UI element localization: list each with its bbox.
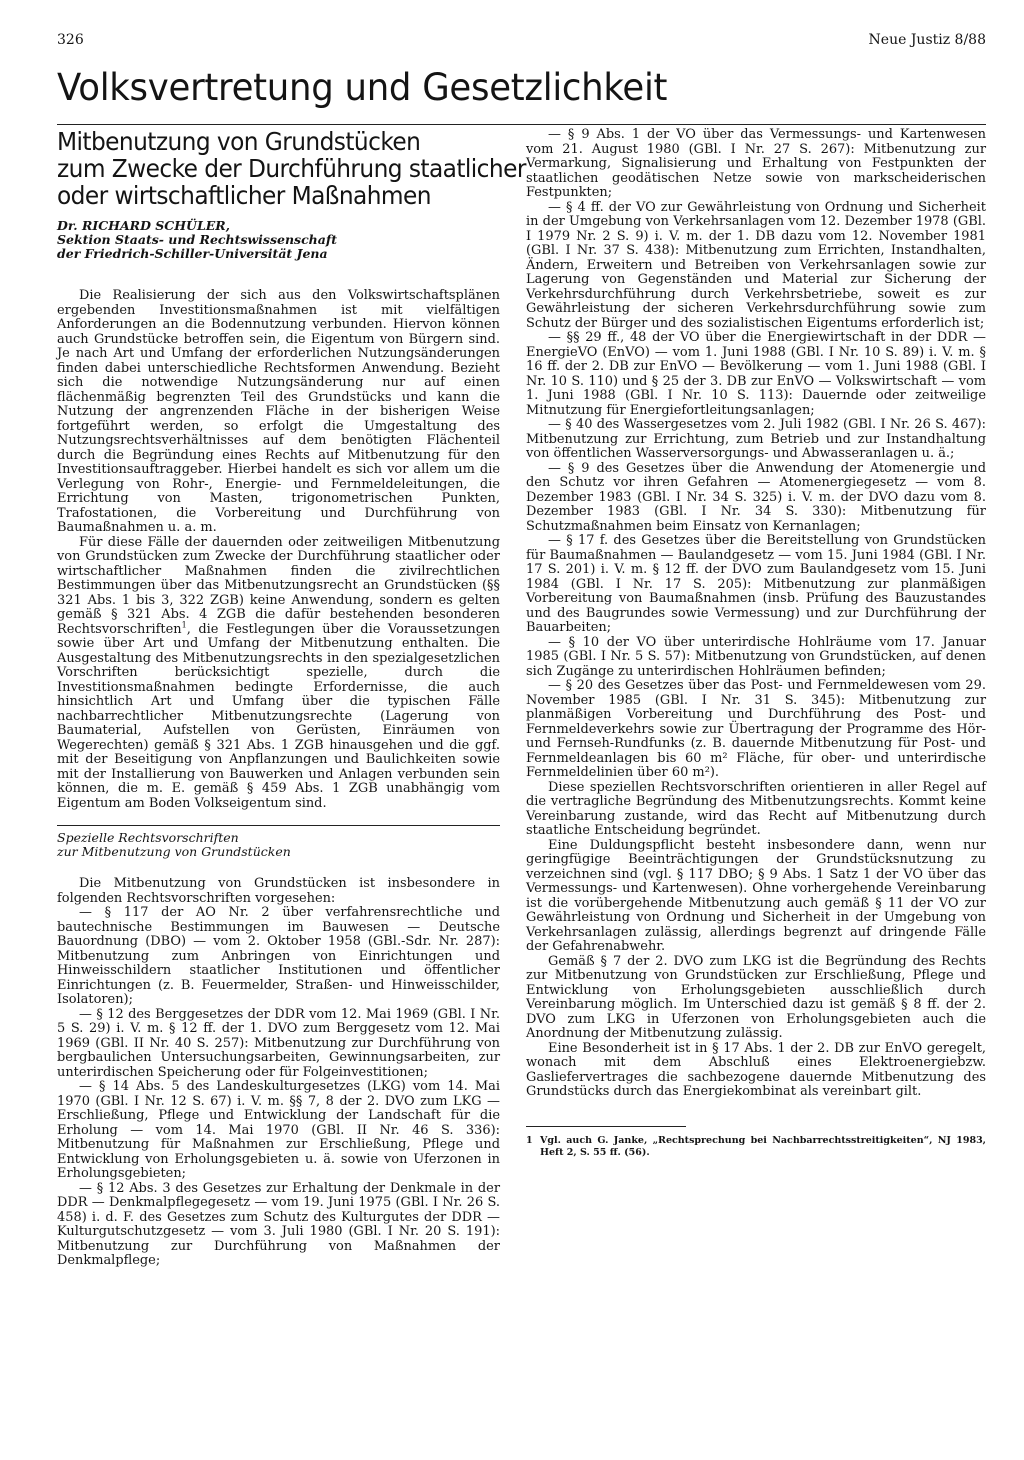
list-item: — § 117 der AO Nr. 2 über verfahrensrechtliche und bautechnische Bestimmungen im Bauwesen — Deutsche Bauordnung (DBO) — vom 2. Oktober 1958 (GBl.-Sdr. Nr. 287): Mitbenutzung zum Anbringen von Einrichtungen und Hinweisschildern staatlicher Institutionen und öffentlicher Einrichtungen (z. B. Feuermelder, Straßen- und Hinweisschilder, Isolatoren); <box>57 905 500 1007</box>
list-item: — § 17 f. des Gesetzes über die Bereitstellung von Grundstücken für Baumaßnahmen — Baulandgesetz — vom 15. Juni 1984 (GBl. I Nr. 17 S. 201) i. V. m. § 12 ff. der DVO zum Baulandgesetz vom 15. Juni 1984 (GBl. I Nr. 17 S. 205): Mitbenutzung zur planmäßigen Vorbereitung von Baumaßnahmen (insb. Prüfung des Bauzustandes und des Baugrundes sowie Vermessung) und zur Durchführung der Bauarbeiten; <box>526 533 986 635</box>
list-item: — § 20 des Gesetzes über das Post- und Fernmeldewesen vom 29. November 1985 (GBl. I Nr. 31 S. 345): Mitbenutzung zur planmäßigen Vorbereitung und Durchführung des Post- und Fernmeldeverkehrs sowie zur Übertragung der Programme des Hör- und Fernseh-Rundfunks (z. B. dauernde Mitbenutzung für Post- und Fernmeldeanlagen bis 60 m² Fläche, für ober- und unterirdische Fernmeldelinien über 60 m²). <box>526 678 986 780</box>
page-header <box>57 32 986 52</box>
subheading-rule <box>57 825 500 826</box>
list-item: — § 9 des Gesetzes über die Anwendung der Atomenergie und den Schutz vor ihren Gefahren — Atomenergiegesetz — vom 8. Dezember 1983 (GBl. I Nr. 34 S. 325) i. V. m. der DVO dazu vom 8. Dezember 1983 (GBl. I Nr. 34 S. 330): Mitbenutzung für Schutzmaßnahmen beim Einsatz von Kernanlagen; <box>526 460 986 534</box>
right-column <box>526 128 986 1159</box>
list-item: — § 12 Abs. 3 des Gesetzes zur Erhaltung der Denkmale in der DDR — Denkmalpflegegesetz — vom 19. Juni 1975 (GBl. I Nr. 26 S. 458) i. d. F. des Gesetzes zum Schutz des Kulturgutes der DDR — Kulturgutschutzgesetz — vom 3. Juli 1980 (GBl. I Nr. 20 S. 191): Mitbenutzung zur Durchführung von Maßnahmen der Denkmalpflege; <box>57 1180 500 1268</box>
list-item: — § 40 des Wassergesetzes vom 2. Juli 1982 (GBl. I Nr. 26 S. 467): Mitbenutzung zur Errichtung, zum Betrieb und zur Instandhaltung von öffentlichen Wasserversorgungs- und Abwasseranlagen u. ä.; <box>526 417 986 461</box>
footnote-number: 1 <box>526 1134 533 1146</box>
body-paragraph: Eine Besonderheit ist in § 17 Abs. 1 der 2. DB zur EnVO geregelt, wonach mit dem Abschluß eines Elektroenergiebzw. Gasliefervertrages die sachbezogene dauernde Mitbenutzung des Grundstücks durch das Energiekombinat als vereinbart gilt. <box>526 1040 986 1099</box>
article-title-line: Mitbenutzung von Grundstücken <box>57 127 421 156</box>
list-item: — § 4 ff. der VO zur Gewährleistung von Ordnung und Sicherheit in der Umgebung von Verkehrsanlagen vom 12. Dezember 1978 (GBl. I 1979 Nr. 2 S. 9) i. V. m. der 1. DB dazu vom 12. November 1981 (GBl. I Nr. 37 S. 438): Mitbenutzung zum Errichten, Instandhalten, Ändern, Erweitern und Betreiben von Verkehrsanlagen sowie zur Lagerung von Gegenständen und Material zur Sicherung der Verkehrsdurchführung durch Verkehrsbetriebe, soweit es zur Gewährleistung der sicheren Verkehrsdurchführung sowie zum Schutz der Bürger und des sozialistischen Eigentums erforderlich ist; <box>526 199 986 331</box>
article-title-line: oder wirtschaftlicher Maßnahmen <box>57 181 431 210</box>
body-paragraph: Die Mitbenutzung von Grundstücken ist insbesondere in folgenden Rechtsvorschriften vorgesehen: <box>57 876 500 906</box>
body-paragraph: Diese speziellen Rechtsvorschriften orientieren in aller Regel auf die vertragliche Begründung des Mitbenutzungsrechts. Kommt keine Vereinbarung zustande, wird das Recht auf Mitbenutzung durch staatliche Entscheidung begründet. <box>526 779 986 838</box>
body-paragraph: Eine Duldungspflicht besteht insbesondere dann, wenn nur geringfügige Beeinträchtigungen der Grundstücksnutzung zu verzeichnen sind (vgl. § 117 DBO; § 9 Abs. 1 Satz 1 der VO über das Vermessungs- und Kartenwesen). Ohne vorhergehende Vereinbarung ist die vorübergehende Mitbenutzung auch gemäß § 11 der VO zur Gewährleistung von Ordnung und Sicherheit in der Umgebung von Verkehrsanlagen zulässig, allerdings begrenzt auf dringende Fälle der Gefahrenabwehr. <box>526 837 986 954</box>
section-title: Volksvertretung und Gesetzlichkeit <box>57 66 668 109</box>
footnote-rule <box>526 1126 686 1127</box>
paragraph-text: Für diese Fälle der dauernden oder zeitweiligen Mitbenutzung von Grundstücken zum Zwecke der Durchführung staatlicher oder wirtschaftlicher Maßnahmen finden die zivilrechtlichen Bestimmungen über das Mitbenutzungsrecht an Grundstücken (§§ 321 Abs. 1 bis 3, 322 ZGB) keine Anwendung, sondern es gelten gemäß § 321 Abs. 4 ZGB die dafür bestehenden besonderen Rechtsvorschriften <box>57 534 500 637</box>
body-paragraph: Gemäß § 7 der 2. DVO zum LKG ist die Begründung des Rechts zur Mitbenutzung von Grundstücken zur Erschließung, Pflege und Entwicklung von Erholungsgebieten ausschließlich durch Vereinbarung möglich. Im Unterschied dazu ist gemäß § 8 ff. der 2. DVO zum LKG in Uferzonen von Erholungsgebieten auch die Anordnung der Mitbenutzung zulässig. <box>526 953 986 1041</box>
author-name: Dr. RICHARD SCHÜLER, <box>57 218 230 233</box>
section-rule <box>57 124 986 125</box>
journal-issue: Neue Justiz 8/88 <box>868 32 986 48</box>
body-paragraph: Die Realisierung der sich aus den Volkswirtschaftsplänen ergebenden Investitionsmaßnahmen ist mit vielfältigen Anforderungen an die Bodennutzung verbunden. Hiervon können auch Grundstücke betroffen sein, die Eigentum von Bürgern sind. Je nach Art und Umfang der erforderlichen Nutzungsänderungen finden dabei unterschiedliche Rechtsformen Anwendung. Bezieht sich die notwendige Nutzungsänderung nur auf einen flächenmäßig begrenzten Teil des Grundstücks und kann die Nutzung der angrenzenden Fläche in der bisherigen Weise fortgeführt werden, so erfolgt die Umgestaltung des Nutzungsrechtsverhältnisses auf dem benötigten Flächenteil durch die Begründung eines Rechts auf Mitbenutzung für den Investitionsauftraggeber. Hierbei handelt es sich vor allem um die Verlegung von Rohr-, Energie- und Fernmeldeleitungen, die Errichtung von Masten, trigonometrischen Punkten, Trafostationen, die Vorbereitung und Durchführung von Baumaßnahmen u. a. m. <box>57 288 500 535</box>
list-item: — § 14 Abs. 5 des Landeskulturgesetzes (LKG) vom 14. Mai 1970 (GBl. I Nr. 12 S. 67) i. V. m. §§ 7, 8 der 2. DVO zum LKG — Erschließung, Pflege und Entwicklung der Landschaft für die Erholung — vom 14. Mai 1970 (GBl. II Nr. 46 S. 336): Mitbenutzung für Maßnahmen zur Erschließung, Pflege und Entwicklung von Erholungsgebieten u. ä. sowie von Uferzonen in Erholungsgebieten; <box>57 1079 500 1181</box>
list-item: — § 10 der VO über unterirdische Hohlräume vom 17. Januar 1985 (GBl. I Nr. 5 S. 57): Mitbenutzung von Grundstücken, auf denen sich Zugänge zu unterirdischen Hohlräumen befinden; <box>526 634 986 679</box>
footnote-text: Vgl. auch G. Janke, „Rechtsprechung bei Nachbarrechtsstreitigkeiten“, NJ 1983, Heft 2, S. 55 ff. (56). <box>540 1134 986 1158</box>
author-affiliation: Sektion Staats- und Rechtswissenschaft <box>57 232 338 247</box>
paragraph-text: , die Festlegungen über die Voraussetzungen sowie über Art und Umfang der Mitbenutzung enthalten. Die Ausgestaltung des Mitbenutzungsrechts in den spezialgesetzlichen Vorschriften berücksichtigt spezielle, durch die Investitionsmaßnahmen bedingte Erfordernisse, die auch hinsichtlich Art und Umfang über die typischen Fälle nachbarrechtlicher Mitbenutzungsrechte (Lagerung von Baumaterial, Aufstellen von Gerüsten, Einräumen von Wegerechten) gemäß § 321 Abs. 1 ZGB hinausgehen und die ggf. mit der Beseitigung von Anpflanzungen und Baulichkeiten sowie mit der Installierung von Bauwerken und Anlagen verbunden sein können, die m. E. gemäß § 459 Abs. 1 ZGB unabhängig vom Eigentum am Boden Volkseigentum sind. <box>57 621 500 811</box>
author-block <box>57 219 500 261</box>
footnote-reference[interactable]: 1 <box>181 620 187 630</box>
body-paragraph <box>57 536 500 812</box>
footnote <box>526 1135 986 1159</box>
list-item: — § 9 Abs. 1 der VO über das Vermessungs- und Kartenwesen vom 21. August 1980 (GBl. I Nr. 27 S. 267): Mitbenutzung zur Vermarkung, Signalisierung und Erhaltung von Festpunkten der staatlichen geodätischen Netze sowie von markscheiderischen Festpunkten; <box>526 127 986 200</box>
list-item: — §§ 29 ff., 48 der VO über die Energiewirtschaft in der DDR — EnergieVO (EnVO) — vom 1. Juni 1988 (GBl. I Nr. 10 S. 89) i. V. m. § 16 ff. der 2. DB zur EnVO — Bevölkerung — vom 1. Juni 1988 (GBl. I Nr. 10 S. 110) und § 25 der 3. DB zur EnVO — Volkswirtschaft — vom 1. Juni 1988 (GBl. I Nr. 10 S. 113): Dauernde oder zeitweilige Mitnutzung für Energiefortleitungsanlagen; <box>526 330 986 418</box>
subheading: Spezielle Rechtsvorschriften zur Mitbenutzung von Grundstücken <box>57 830 291 859</box>
page-number: 326 <box>57 32 84 48</box>
author-affiliation: der Friedrich-Schiller-Universität Jena <box>57 246 328 261</box>
article-title-line: zum Zwecke der Durchführung staatlicher <box>57 154 526 183</box>
left-column <box>57 127 526 1269</box>
article-title <box>57 127 526 210</box>
list-item: — § 12 des Berggesetzes der DDR vom 12. Mai 1969 (GBl. I Nr. 5 S. 29) i. V. m. § 12 ff. der 1. DVO zum Berggesetz vom 12. Mai 1969 (GBl. II Nr. 40 S. 257): Mitbenutzung zur Durchführung von bergbaulichen Untersuchungsarbeiten, Gewinnungsarbeiten, zur unterirdischen Speicherung oder für Folgeinvestitionen; <box>57 1006 500 1080</box>
